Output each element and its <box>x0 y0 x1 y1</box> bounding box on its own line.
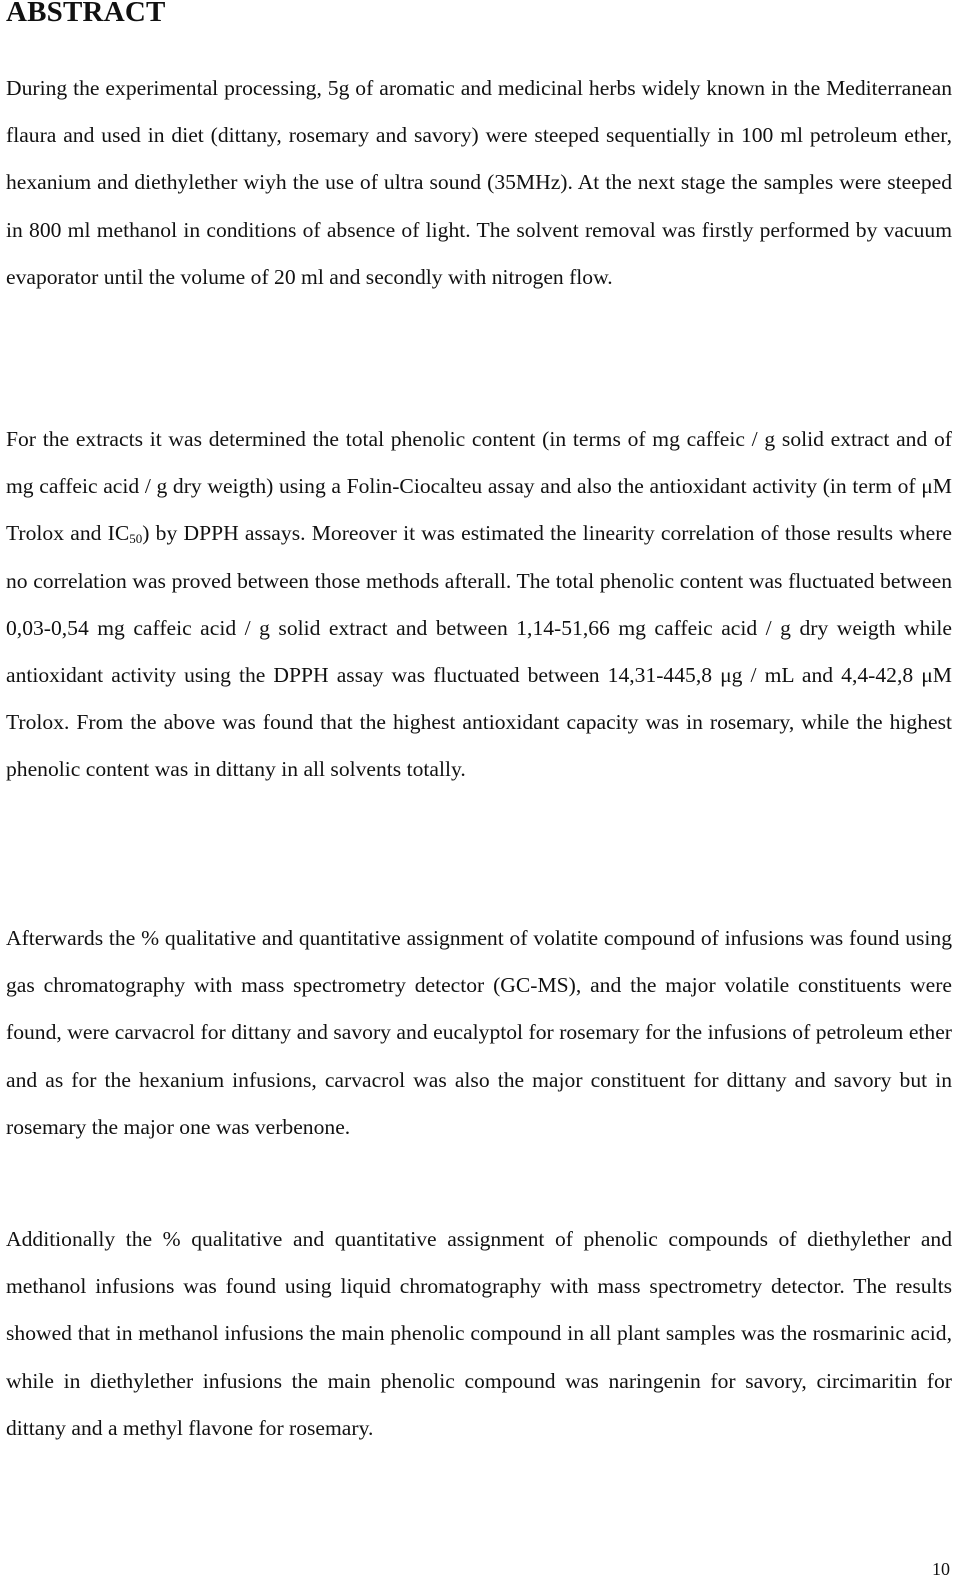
paragraph-2-text-end: ) by DPPH assays. Moreover it was estimated the linearity correlation of those results where no correlation was proved between those methods afterall. The total phenolic content was fluctuated between 0,03-0,54 mg caffeic acid / g solid extract and between 1,14-51,66 mg caffeic acid / g dry weigth while antioxidant activity using the DPPH assay was fluctuated between 14,31-445,8 μg / mL and 4,4-42,8 μM Trolox. From the above was found that the highest antioxidant capacity was in rosemary, while the highest phenolic content was in dittany in all solvents totally. <box>6 521 952 782</box>
abstract-paragraph-2 <box>6 416 952 794</box>
abstract-paragraph-1: During the experimental processing, 5g of aromatic and medicinal herbs widely known in the Mediterranean flaura and used in diet (dittany, rosemary and savory) were steeped sequentially in 100 ml petroleum ether, hexanium and diethylether wiyh the use of ultra sound (35MHz). At the next stage the samples were steeped in 800 ml methanol in conditions of absence of light. The solvent removal was firstly performed by vacuum evaporator until the volume of 20 ml and secondly with nitrogen flow. <box>6 76 952 289</box>
paragraph-2-text-start: For the extracts it was determined the total phenolic content (in terms of mg caffeic / g solid extract and of mg caffeic acid / g dry weigth) using a Folin-Ciocalteu assay and also the antioxidant activity (in term of μM Trolox and IC <box>6 427 952 546</box>
page-number: 10 <box>932 1559 950 1579</box>
abstract-heading: ABSTRACT <box>6 0 166 28</box>
abstract-paragraph-4: Additionally the % qualitative and quantitative assignment of phenolic compounds of diethylether and methanol infusions was found using liquid chromatography with mass spectrometry detector. The results showed that in methanol infusions the main phenolic compound in all plant samples was the rosmarinic acid, while in diethylether infusions the main phenolic compound was naringenin for savory, circimaritin for dittany and a methyl flavone for rosemary. <box>6 1227 952 1440</box>
ic50-subscript: 50 <box>129 531 143 547</box>
abstract-paragraph-3: Afterwards the % qualitative and quantitative assignment of volatite compound of infusions was found using gas chromatography with mass spectrometry detector (GC-MS), and the major volatile constituents were found, were carvacrol for dittany and savory and eucalyptol for rosemary for the infusions of petroleum ether and as for the hexanium infusions, carvacrol was also the major constituent for dittany and savory but in rosemary the major one was verbenone. <box>6 926 952 1139</box>
